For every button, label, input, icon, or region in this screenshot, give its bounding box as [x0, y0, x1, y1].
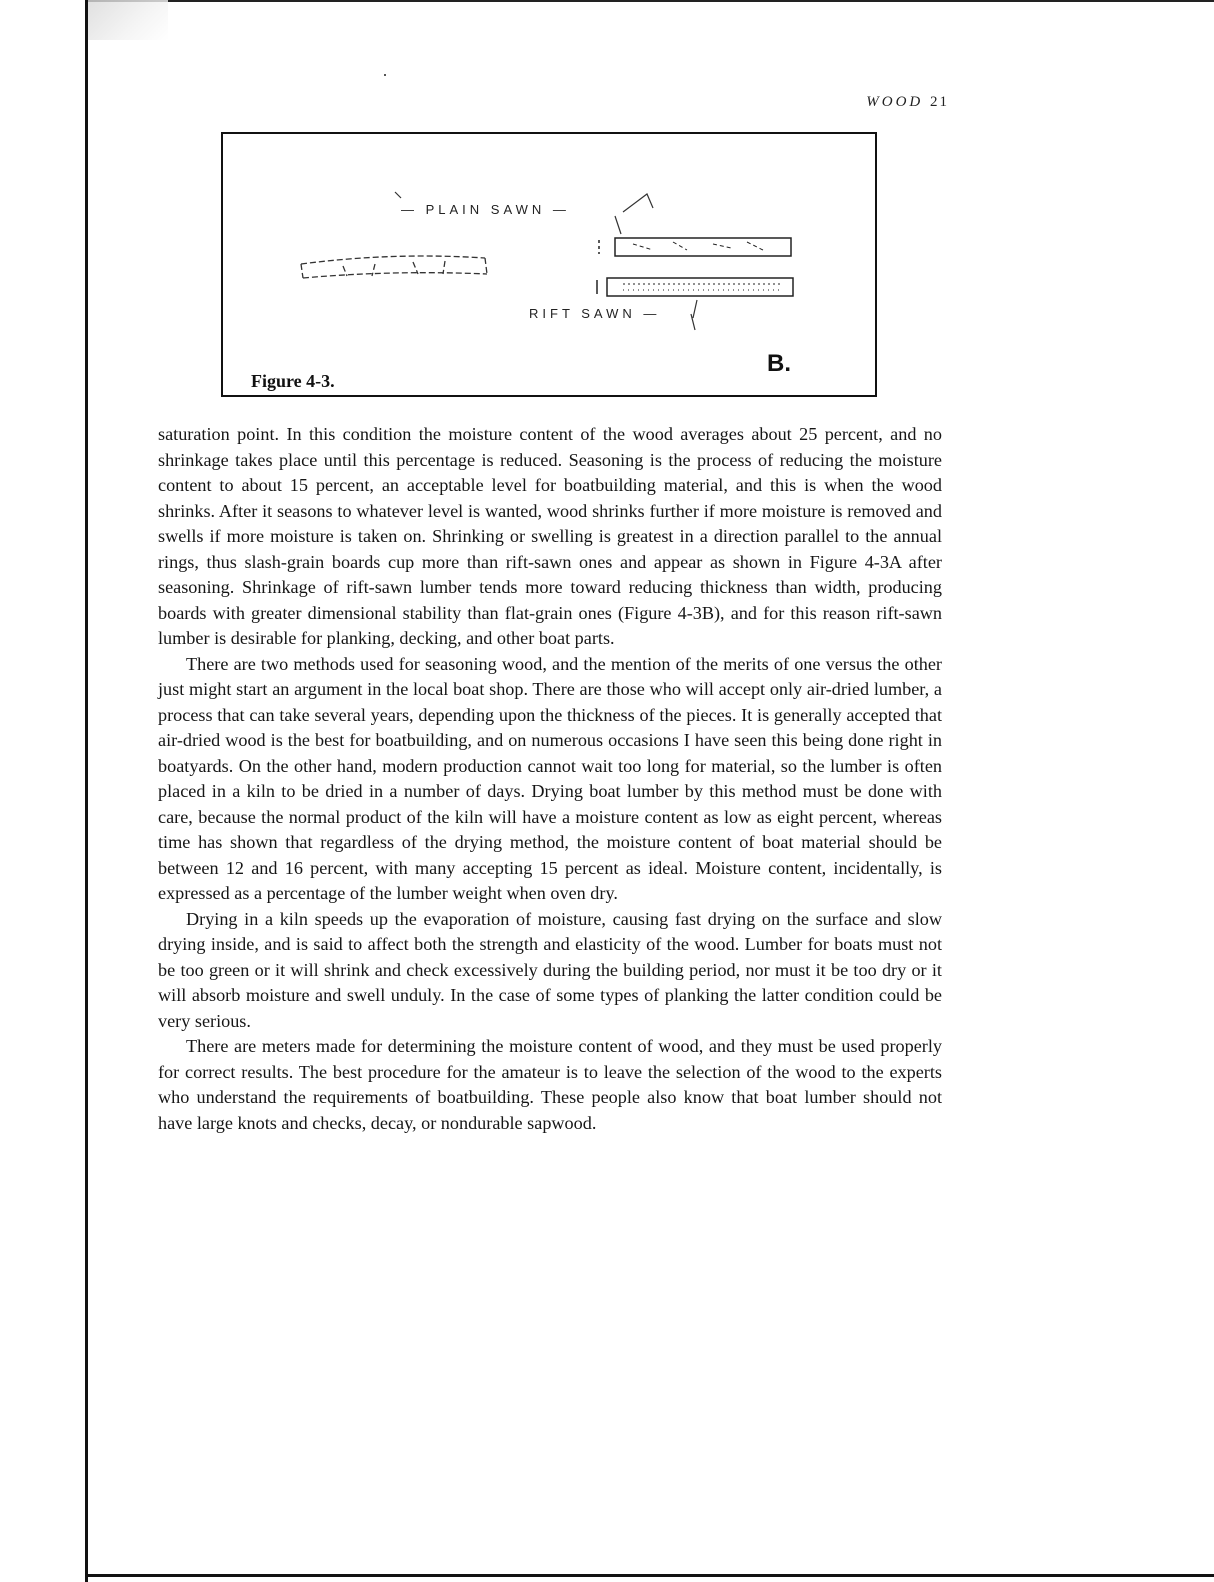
rift-sawn-board-upper	[599, 238, 791, 256]
scan-speck	[384, 74, 386, 76]
paragraph-1: saturation point. In this condition the moisture content of the wood averages about 25 percent, and no shrinkage takes place until this percentage is reduced. Seasoning is the process of reducing the moisture content to about 15 percent, an acceptable level for boatbuilding material, and this is when the wood shrinks. After it seasons to whatever level is wanted, wood shrinks further if more moisture is removed and swells if more moisture is taken on. Shrinking or swelling is greatest in a direction parallel to the annual rings, thus slash-grain boards cup more than rift-sawn ones and appear as shown in Figure 4-3A after seasoning. Shrinkage of rift-sawn lumber tends more toward reducing thickness than width, producing boards with greater dimensional stability than flat-grain ones (Figure 4-3B), and for this reason rift-sawn lumber is desirable for planking, decking, and other boat parts.	[158, 424, 942, 648]
page-number: 21	[930, 94, 949, 110]
rift-sawn-label: RIFT SAWN —	[529, 306, 661, 321]
rift-sawn-board-lower	[597, 278, 793, 296]
running-head-title: WOOD	[866, 94, 924, 110]
cupped-plain-sawn-board	[301, 256, 487, 278]
running-head	[866, 94, 949, 111]
scan-edge-left	[85, 0, 88, 1582]
paragraph-3: Drying in a kiln speeds up the evaporation of moisture, causing fast drying on the surface and slow drying inside, and is said to affect both the strength and elasticity of the wood. Lumber for boats must not be too green or it will shrink and check excessively during the building period, nor must it be too dry or it will absorb moisture and swell unduly. In the case of some types of planking the latter condition could be very serious.	[158, 908, 942, 1031]
paragraph-4: There are meters made for determining the moisture content of wood, and they must be used properly for correct results. The best procedure for the amateur is to leave the selection of the wood to the experts who understand the requirements of boatbuilding. These people also know that boat lumber should not have large knots and checks, decay, or nondurable sapwood.	[158, 1036, 942, 1133]
figure-panel-letter: B.	[767, 350, 791, 377]
figure-caption: Figure 4-3.	[251, 371, 335, 391]
scan-edge-bottom	[85, 1574, 1214, 1577]
scan-edge-top	[85, 0, 1214, 2]
scan-smudge	[88, 0, 168, 40]
body-text	[158, 422, 942, 1136]
paragraph-2: There are two methods used for seasoning wood, and the mention of the merits of one versus the other just might start an argument in the local boat shop. There are those who will accept only air-dried lumber, a process that can take several years, depending upon the thickness of the pieces. It is generally accepted that air-dried wood is the best for boatbuilding, and on numerous occasions I have seen this being done right in boatyards. On the other hand, modern production cannot wait too long for material, so the lumber is often placed in a kiln to be dried in a number of days. Drying boat lumber by this method must be done with care, because the normal product of the kiln will have a moisture content as low as eight percent, whereas time has shown that regardless of the drying method, the moisture content of boat material should be between 12 and 16 percent, with many accepting 15 percent as ideal. Moisture content, incidentally, is expressed as a percentage of the lumber weight when oven dry.	[158, 653, 942, 903]
plain-sawn-label: — PLAIN SAWN —	[401, 202, 570, 217]
figure-4-3	[221, 132, 877, 397]
rift-sawn-leader	[691, 300, 697, 330]
